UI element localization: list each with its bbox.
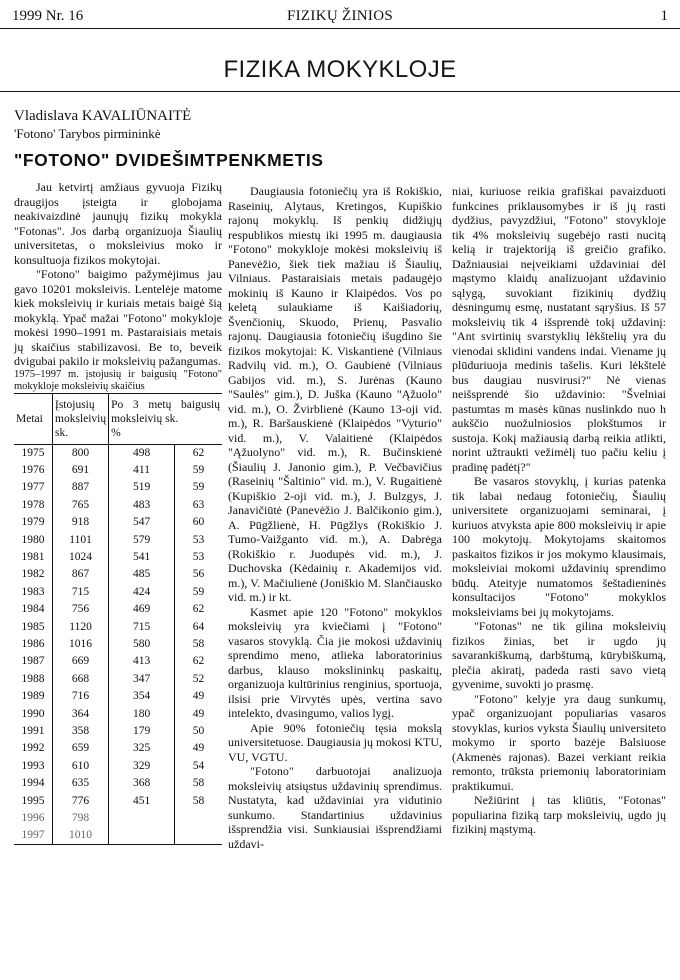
table-row bbox=[14, 601, 222, 618]
table-cell: 59 bbox=[175, 584, 222, 601]
table-cell: 50 bbox=[175, 723, 222, 740]
table-cell: 800 bbox=[53, 444, 109, 462]
table-cell: 49 bbox=[175, 705, 222, 722]
paragraph: "Fotonas" ne tik gilina moksleivių fizikos žinias, bet ir ugdo jų savarankiškumą, darbštumą, kūrybiškumą, plečia akiratį, padeda rasti savo vietą gyvenime, suvokti jo prasmę. bbox=[452, 619, 666, 691]
table-cell: 62 bbox=[175, 601, 222, 618]
table-cell: 1993 bbox=[21, 759, 45, 772]
author-name: Vladislava KAVALIŪNAITĖ bbox=[14, 108, 192, 124]
table-cell: 1995 bbox=[21, 794, 45, 807]
table-cell: 1977 bbox=[21, 481, 45, 494]
table-cell: 498 bbox=[109, 444, 175, 462]
table-row bbox=[14, 444, 222, 462]
table-cell: 1981 bbox=[21, 551, 45, 564]
table-cell bbox=[175, 827, 222, 845]
table-row bbox=[14, 479, 222, 496]
table-cell: 610 bbox=[53, 758, 109, 775]
table-header-row bbox=[14, 393, 222, 444]
table-cell: 329 bbox=[109, 758, 175, 775]
table-cell: 63 bbox=[175, 497, 222, 514]
author-role: 'Fotono' Tarybos pirmininkė bbox=[14, 126, 161, 141]
table-row bbox=[14, 723, 222, 740]
table-cell: 53 bbox=[175, 549, 222, 566]
paragraph: Be vasaros stovyklų, į kurias patenka tik labai nedaug fotoniečių, Šiaulių universitete organizuojami seminarai, į kuriuos atvyksta apie 800 moksleivių ir apie 100 mokytojų. Mokytojams skaitomos paskaitos fizikos ir jos mokymo klausimais, moksleiviai mokomi uždavinių sprendimo būdų. Ateityje numatomos šeštadieninės konsultacijos "Fotono" mokyklos moksleiviams bei jų mokytojams. bbox=[452, 474, 666, 619]
table-cell: 668 bbox=[53, 671, 109, 688]
table-cell: 59 bbox=[175, 479, 222, 496]
journal-title: FIZIKŲ ŽINIOS bbox=[287, 8, 393, 24]
table-cell: 469 bbox=[109, 601, 175, 618]
table-cell: 1997 bbox=[21, 829, 45, 842]
percent-header: % bbox=[111, 426, 121, 439]
table-cell: 59 bbox=[175, 462, 222, 479]
table-cell: 1024 bbox=[53, 549, 109, 566]
table-cell: 776 bbox=[53, 792, 109, 809]
table-row bbox=[14, 810, 222, 827]
table-cell: 368 bbox=[109, 775, 175, 792]
table-cell: 1991 bbox=[21, 724, 45, 737]
table-cell: 541 bbox=[109, 549, 175, 566]
table-cell: 364 bbox=[53, 705, 109, 722]
page-header bbox=[0, 4, 680, 28]
table-cell: 1979 bbox=[21, 516, 45, 529]
table-cell: 325 bbox=[109, 740, 175, 757]
table-cell: 53 bbox=[175, 531, 222, 548]
table-cell bbox=[175, 810, 222, 827]
table-row bbox=[14, 705, 222, 722]
table-cell bbox=[109, 827, 175, 845]
table-cell: 56 bbox=[175, 566, 222, 583]
paragraph: "Fotono" baigimo pažymėjimus jau gavo 10201 moksleivis. Lentelėje matome kiek moksleivių ir kuriais metais baigė šią mokyklą. Ypač mažai "Fotono" mokykloje mokėsi 1990–1991 m. Pastaraisiais metais jų skaičius stabilizavosi. Be to, beveik dvigubai pakilo ir moksleivių pažangumas. bbox=[14, 267, 222, 368]
table-cell: 1990 bbox=[21, 707, 45, 720]
table-cell: 1987 bbox=[21, 655, 45, 668]
table-cell: 451 bbox=[109, 792, 175, 809]
table-cell: 49 bbox=[175, 688, 222, 705]
table-row bbox=[14, 775, 222, 792]
table-cell: 669 bbox=[53, 653, 109, 670]
table-cell: 354 bbox=[109, 688, 175, 705]
table-cell: 635 bbox=[53, 775, 109, 792]
table-caption: 1975–1997 m. įstojusių ir baigusių "Fotono" mokykloje moksleivių skaičius bbox=[14, 368, 222, 392]
enrollment-table bbox=[14, 393, 222, 846]
paragraph: Daugiausia fotoniečių yra iš Rokiškio, Raseinių, Alytaus, Kretingos, Kupiškio rajonų mokyklų. Iš penkių didžiųjų respublikos miestų iki 1995 m. daugiausia "Fotono" mokykloje mokėsi moksleivių iš Panevėžio, šiek tiek mažiau iš Šiaulių, Vilniaus. Pastaraisiais metais padaugėjo mokinių iš Kauno ir Klaipėdos. Vos po keletą sulaukiame iš Kaišiadorių, Švenčionių, Skuodo, Prienų, Pasvalio rajonų. Daugiausia fotoniečių išugdino šie fizikos mokytojai: K. Viskantienė (Vilniaus Radvilų vid. m.), O. Gaubienė (Vilniaus Gabijos vid. m.), S. Jurėnas (Kauno "Saulės" gim.), D. Juška (Kauno "Ąžuolo" vid. m.), O. Žvirblienė (Kauno 13-oji vid. m.), R. Baršauskienė (Klaipėdos "Vyturio" vid. m.), V. Valaitienė (Klaipėdos "Ąžuolyno" vid. m.), R. Bučinskienė (Šiaulių J. Janonio gim.), P. Večbavičius (Raseinių "Šaltinio" vid. m.), V. Rugaitienė (Kupiškio 2-oji vid. m.), J. Bulzgys, J. Janavičiūtė (Panevėžio J. Balčikonio gim.), A. Pūgžlienė, H. Pūgžlys (Rokiškio J. Tumo-Vaižganto vid. m.), A. Dabrėga (Rokiškio r. Juodupės vid. m.), J. Duchovska (Kėdainių r. Akademijos vid. m.), V. Mačiulienė (Joniškio M. Slančiausko vid. m.) ir kt. bbox=[228, 184, 442, 604]
table-cell: 58 bbox=[175, 775, 222, 792]
table-cell: 424 bbox=[109, 584, 175, 601]
table-cell: 411 bbox=[109, 462, 175, 479]
table-row bbox=[14, 688, 222, 705]
paragraph: Kasmet apie 120 "Fotono" mokyklos moksleivių yra kviečiami į "Fotono" vasaros stovyklą. Čia jie mokosi uždavinių sprendimo meno, atlieka laboratorinius darbus, klauso mokslininkų paskaitų, organizuoja kultūrinius renginius, sportuoja, ilsisi prie Virvytės upės, vertina savo intelekto, dvasingumo, valios lygį. bbox=[228, 604, 442, 720]
table-row bbox=[14, 549, 222, 566]
table-cell: 1982 bbox=[21, 568, 45, 581]
issue-number: 1999 Nr. 16 bbox=[12, 8, 84, 24]
table-row bbox=[14, 653, 222, 670]
table-cell: 62 bbox=[175, 444, 222, 462]
header-rule bbox=[0, 28, 680, 29]
table-cell: 1976 bbox=[21, 464, 45, 477]
table-row bbox=[14, 792, 222, 809]
table-cell: 1983 bbox=[21, 585, 45, 598]
table-cell: 64 bbox=[175, 618, 222, 635]
table-row bbox=[14, 497, 222, 514]
page-number: 1 bbox=[660, 8, 668, 24]
table-body bbox=[14, 444, 222, 845]
table-row bbox=[14, 740, 222, 757]
table-cell: 58 bbox=[175, 792, 222, 809]
table-row bbox=[14, 462, 222, 479]
table-cell: 1994 bbox=[21, 777, 45, 790]
table-cell: 1986 bbox=[21, 637, 45, 650]
table-cell: 756 bbox=[53, 601, 109, 618]
table-cell: 659 bbox=[53, 740, 109, 757]
table-row bbox=[14, 827, 222, 845]
column-1 bbox=[14, 180, 222, 845]
table-row bbox=[14, 514, 222, 531]
table-cell: 887 bbox=[53, 479, 109, 496]
table-cell: 579 bbox=[109, 531, 175, 548]
table-header-cell bbox=[109, 393, 222, 444]
table-cell: 1978 bbox=[21, 498, 45, 511]
table-cell: 1975 bbox=[21, 446, 45, 459]
table-cell: 519 bbox=[109, 479, 175, 496]
table-cell: 347 bbox=[109, 671, 175, 688]
table-cell: 179 bbox=[109, 723, 175, 740]
table-cell: 798 bbox=[53, 810, 109, 827]
table-row bbox=[14, 566, 222, 583]
table-row bbox=[14, 531, 222, 548]
table-cell: 1996 bbox=[21, 811, 45, 824]
table-cell: 1010 bbox=[53, 827, 109, 845]
table-cell: 765 bbox=[53, 497, 109, 514]
paragraph: niai, kuriuose reikia grafiškai pavaizduoti funkcines priklausomybes ir iš jų rasti dydžius, pavyzdžiui, "Fotono" stovykloje tik 4% moksleivių sugebėjo rasti nucitą kelią ir trajektoriją iš greičio grafiko. Dažniausiai neįveikiami uždaviniai dėl mąstymo klaidų analizuojant uždavinio sąlygą, suvokiant fizikinių dydžių dėsningumų esmę, nustatant sąryšius. Iš 57 moksleivių tik 4 išsprendė tokį uždavinį: "Ant svirtinių svarstyklių lėkštelių yra du vienodai sklidini vandens indai. Viename jų plūduriuoja medinis tašelis. Kuri lėkštelė bus daugiau nusvirusi?" Nė vienas neišsprendė šio uždavinio: "Švelniai pastumtas m masės kūnas nuslinkdo nuo h aukščio nuožulniosios plokštumos ir sustoja. Kokį mažiausią darbą reikia atlikti, norint užtraukti vežimėlį tuo pačiu keliu į pradinę padėtį?" bbox=[452, 184, 666, 474]
table-cell: 1120 bbox=[53, 618, 109, 635]
table-row bbox=[14, 584, 222, 601]
table-cell: 547 bbox=[109, 514, 175, 531]
table-header-cell: Metai bbox=[14, 393, 53, 444]
column-2 bbox=[228, 184, 442, 851]
table-cell: 580 bbox=[109, 636, 175, 653]
table-cell: 52 bbox=[175, 671, 222, 688]
table-cell: 485 bbox=[109, 566, 175, 583]
table-cell: 1985 bbox=[21, 620, 45, 633]
paragraph: Apie 90% fotoniečių tęsia mokslą universitetuose. Daugiausia jų mokosi KTU, VU, VGTU. bbox=[228, 720, 442, 764]
graduated-header: Po 3 metų baigusių moksleivių sk. bbox=[111, 398, 220, 425]
table-cell: 58 bbox=[175, 636, 222, 653]
table-cell: 60 bbox=[175, 514, 222, 531]
table-row bbox=[14, 758, 222, 775]
table-cell: 49 bbox=[175, 740, 222, 757]
table-cell: 918 bbox=[53, 514, 109, 531]
table-cell: 691 bbox=[53, 462, 109, 479]
table-cell: 1989 bbox=[21, 690, 45, 703]
table-cell bbox=[109, 810, 175, 827]
table-cell: 1980 bbox=[21, 533, 45, 546]
table-cell: 1992 bbox=[21, 742, 45, 755]
table-cell: 358 bbox=[53, 723, 109, 740]
section-title: FIZIKA MOKYKLOJE bbox=[223, 56, 457, 83]
paragraph: Jau ketvirtį amžiaus gyvuoja Fizikų draugijos įsteigta ir globojama neakivaizdinė jaunųjų fizikų mokykla "Fotonas". Jos darbą organizuoja Šiaulių universitetas, o moksleivius moko ir konsultuoja fizikos mokytojai. bbox=[14, 180, 222, 267]
table-cell: 483 bbox=[109, 497, 175, 514]
table-header-cell: Įstojusių moksleivių sk. bbox=[53, 393, 109, 444]
table-cell: 867 bbox=[53, 566, 109, 583]
table-cell: 1016 bbox=[53, 636, 109, 653]
table-cell: 62 bbox=[175, 653, 222, 670]
table-cell: 413 bbox=[109, 653, 175, 670]
table-cell: 716 bbox=[53, 688, 109, 705]
table-cell: 180 bbox=[109, 705, 175, 722]
table-cell: 1984 bbox=[21, 603, 45, 616]
table-cell: 54 bbox=[175, 758, 222, 775]
paragraph: "Fotono" kelyje yra daug sunkumų, ypač organizuojant populiarias vasaros stovyklas, kurios vyksta Šiaulių universiteto mokymo ir sporto bazėje Balsiuose (Akmenės rajonas). Bazei verkiant reikia remonto, trūksta priemonių laboratoriniam praktikumui. bbox=[452, 691, 666, 793]
article-title: "FOTONO" DVIDEŠIMTPENKMETIS bbox=[14, 150, 324, 170]
table-cell: 715 bbox=[53, 584, 109, 601]
table-row bbox=[14, 636, 222, 653]
table-row bbox=[14, 618, 222, 635]
table-cell: 715 bbox=[109, 618, 175, 635]
section-rule bbox=[0, 91, 680, 92]
paragraph: Nežiūrint į tas kliūtis, "Fotonas" populiarina fiziką tarp moksleivių, ugdo jų fizikinį mąstymą. bbox=[452, 793, 666, 836]
paragraph: "Fotono" darbuotojai analizuoja moksleivių atsiųstus uždavinių sprendimus. Nustatyta, kad uždaviniai yra vidutinio sunkumo. Standartinius uždavinius išsprendžia visi. Sunkiausiai išsprendžiami uždavi- bbox=[228, 764, 442, 851]
column-3 bbox=[452, 184, 666, 837]
table-row bbox=[14, 671, 222, 688]
table-cell: 1988 bbox=[21, 672, 45, 685]
table-cell: 1101 bbox=[53, 531, 109, 548]
